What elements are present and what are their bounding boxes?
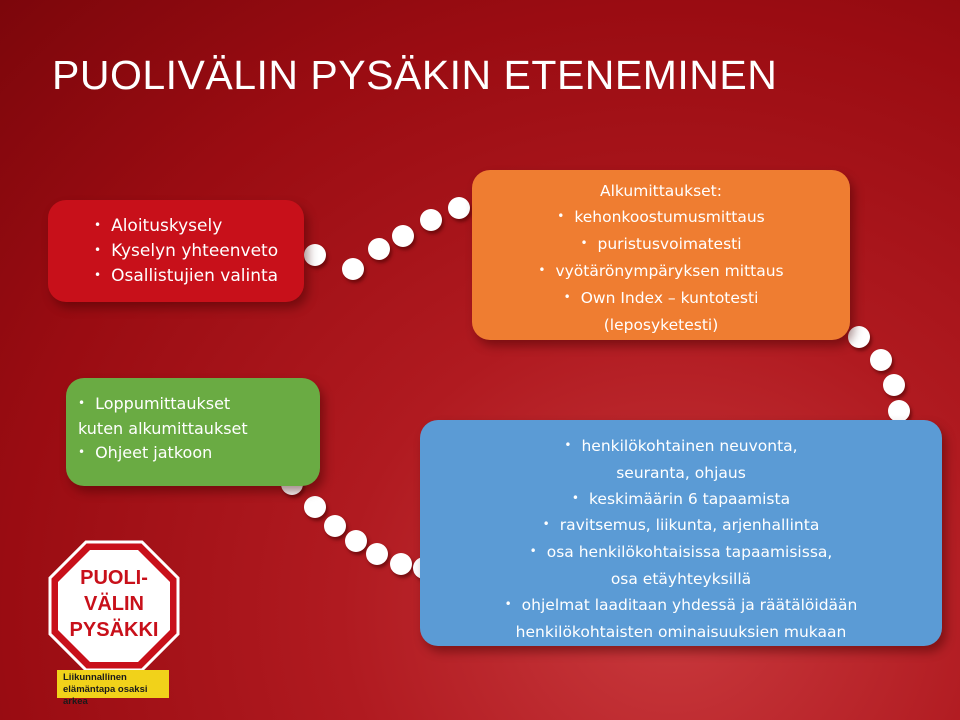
list-item: • vyötärönympäryksen mittaus	[472, 258, 850, 285]
sign-line-1: PUOLI-	[80, 567, 148, 589]
list-item: • henkilökohtainen neuvonta,	[420, 434, 942, 461]
final-box	[66, 378, 320, 486]
sign-line-2: VÄLIN	[84, 593, 144, 615]
start-box	[48, 200, 304, 302]
measure-box	[472, 170, 850, 340]
brand-banner	[57, 670, 169, 707]
final-list	[66, 392, 320, 466]
list-item: • keskimäärin 6 tapaamista	[420, 487, 942, 514]
list-item: • Ohjeet jatkoon	[66, 441, 320, 466]
sign-line-3: PYSÄKKI	[69, 619, 159, 641]
list-item: • kehonkoostumusmittaus	[472, 204, 850, 231]
list-item: • ohjelmat laaditaan yhdessä ja räätälöidään	[420, 593, 942, 620]
list-item: • Aloituskysely	[48, 214, 304, 239]
path-dot	[883, 374, 905, 396]
path-dot	[342, 258, 364, 280]
path-dot	[848, 326, 870, 348]
brand-line-2: elämäntapa osaksi arkea	[63, 684, 148, 707]
list-item: • puristusvoimatesti	[472, 231, 850, 258]
list-item: osa etäyhteyksillä	[610, 569, 752, 588]
page-title: PUOLIVÄLIN PYSÄKIN ETENEMINEN	[52, 52, 778, 98]
measure-list	[472, 204, 850, 338]
stop-sign-icon	[48, 540, 180, 672]
start-list	[48, 214, 304, 289]
path-dot	[870, 349, 892, 371]
list-item: (leposyketesti)	[603, 316, 719, 334]
path-dot	[366, 543, 388, 565]
measure-box-title: Alkumittaukset:	[599, 182, 722, 200]
list-item: henkilökohtaisten ominaisuuksien mukaan	[515, 622, 847, 641]
list-item: kuten alkumittaukset	[78, 419, 248, 438]
path-dot	[390, 553, 412, 575]
list-item: • Loppumittaukset	[66, 392, 320, 417]
counsel-list	[420, 434, 942, 645]
path-dot	[448, 197, 470, 219]
brand-line-1: Liikunnallinen	[63, 672, 127, 683]
counsel-box	[420, 420, 942, 646]
list-item: • Kyselyn yhteenveto	[48, 239, 304, 264]
list-item: • osa henkilökohtaisissa tapaamisissa,	[420, 540, 942, 567]
path-dot	[345, 530, 367, 552]
path-dot	[304, 496, 326, 518]
path-dot	[888, 400, 910, 422]
path-dot	[304, 244, 326, 266]
list-item: seuranta, ohjaus	[616, 463, 746, 482]
list-item: • ravitsemus, liikunta, arjenhallinta	[420, 513, 942, 540]
path-dot	[324, 515, 346, 537]
path-dot	[368, 238, 390, 260]
path-dot	[420, 209, 442, 231]
list-item: • Own Index – kuntotesti	[472, 285, 850, 312]
path-dot	[392, 225, 414, 247]
list-item: • Osallistujien valinta	[48, 264, 304, 289]
